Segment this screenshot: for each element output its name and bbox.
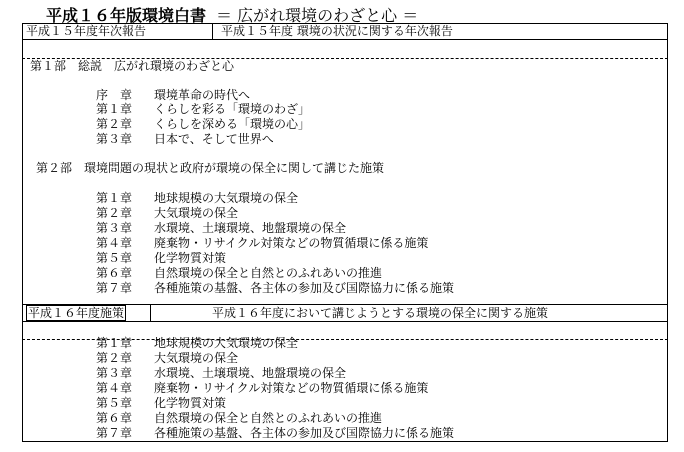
- chapter-row: [96, 117, 310, 131]
- chapter-number: 第４章: [96, 381, 133, 395]
- chapter-number: 第３章: [96, 221, 133, 235]
- chapter-row: [96, 411, 382, 425]
- section-desc-fy16-measures: 平成１６年度において講じようとする環境の保全に関する施策: [150, 305, 548, 321]
- chapter-title: 水環境、土壌環境、地盤環境の保全: [154, 366, 347, 380]
- section-label-fy16-measures: 平成１６年度施策: [28, 306, 125, 320]
- chapter-row: [96, 236, 428, 250]
- chapter-row: [96, 221, 346, 235]
- chapter-row: [96, 336, 298, 350]
- chapter-title: 大気環境の保全: [154, 206, 239, 220]
- chapter-row: [96, 351, 238, 365]
- chapter-number: 第２章: [96, 117, 133, 131]
- chapter-title: 各種施策の基盤、各主体の参加及び国際協力に係る施策: [154, 426, 455, 440]
- chapter-title: 大気環境の保全: [154, 351, 239, 365]
- chapter-row: [96, 381, 428, 395]
- chapter-row: [96, 132, 274, 146]
- chapter-row: [96, 88, 250, 102]
- title-subtitle: ＝ 広がれ環境のわざと心 ＝: [216, 6, 419, 25]
- chapter-number: 序 章: [96, 88, 133, 102]
- chapter-number: 第６章: [96, 411, 133, 425]
- chapter-title: 自然環境の保全と自然とのふれあいの推進: [154, 411, 383, 425]
- chapter-title: 各種施策の基盤、各主体の参加及び国際協力に係る施策: [154, 281, 455, 295]
- section-header-annual-report: [22, 23, 668, 40]
- chapter-row: [96, 102, 310, 116]
- chapter-title: 環境革命の時代へ: [154, 88, 251, 102]
- chapter-number: 第５章: [96, 396, 133, 410]
- chapter-number: 第７章: [96, 281, 133, 295]
- chapter-title: 地球規模の大気環境の保全: [154, 336, 299, 350]
- chapter-title: 日本で、そして世界へ: [154, 132, 274, 146]
- chapter-number: 第３章: [96, 366, 133, 380]
- chapter-number: 第１章: [96, 191, 133, 205]
- part2-heading: 第２部 環境問題の現状と政府が環境の保全に関して講じた施策: [36, 161, 385, 175]
- chapter-number: 第４章: [96, 236, 133, 250]
- section-desc-annual-report: 平成１５年度 環境の状況に関する年次報告: [212, 23, 453, 39]
- chapter-number: 第７章: [96, 426, 133, 440]
- chapter-title: 化学物質対策: [154, 251, 227, 265]
- chapter-row: [96, 251, 226, 265]
- chapter-number: 第２章: [96, 351, 133, 365]
- chapter-title: くらしを彩る「環境のわざ」: [154, 102, 311, 116]
- chapter-number: 第５章: [96, 251, 133, 265]
- chapter-title: 自然環境の保全と自然とのふれあいの推進: [154, 266, 383, 280]
- chapter-row: [96, 281, 454, 295]
- chapter-row: [96, 191, 298, 205]
- chapter-number: 第１章: [96, 336, 133, 350]
- title-main: 平成１６年版環境白書: [46, 6, 207, 25]
- chapter-title: 水環境、土壌環境、地盤環境の保全: [154, 221, 347, 235]
- part1-heading: 第１部 総説 広がれ環境のわざと心: [30, 59, 235, 73]
- chapter-title: 地球規模の大気環境の保全: [154, 191, 299, 205]
- chapter-title: 廃棄物・リサイクル対策などの物質循環に係る施策: [154, 236, 429, 250]
- chapter-row: [96, 396, 226, 410]
- chapter-row: [96, 426, 454, 440]
- chapter-number: 第１章: [96, 102, 133, 116]
- chapter-row: [96, 266, 382, 280]
- chapter-title: 化学物質対策: [154, 396, 227, 410]
- chapter-number: 第２章: [96, 206, 133, 220]
- chapter-title: 廃棄物・リサイクル対策などの物質循環に係る施策: [154, 381, 429, 395]
- chapter-row: [96, 366, 346, 380]
- chapter-number: 第６章: [96, 266, 133, 280]
- section-header-fy16-measures: [22, 304, 668, 322]
- chapter-title: くらしを深める「環境の心」: [154, 117, 311, 131]
- chapter-number: 第３章: [96, 132, 133, 146]
- chapter-row: [96, 206, 238, 220]
- section-label-annual-report: 平成１５年度年次報告: [26, 24, 147, 38]
